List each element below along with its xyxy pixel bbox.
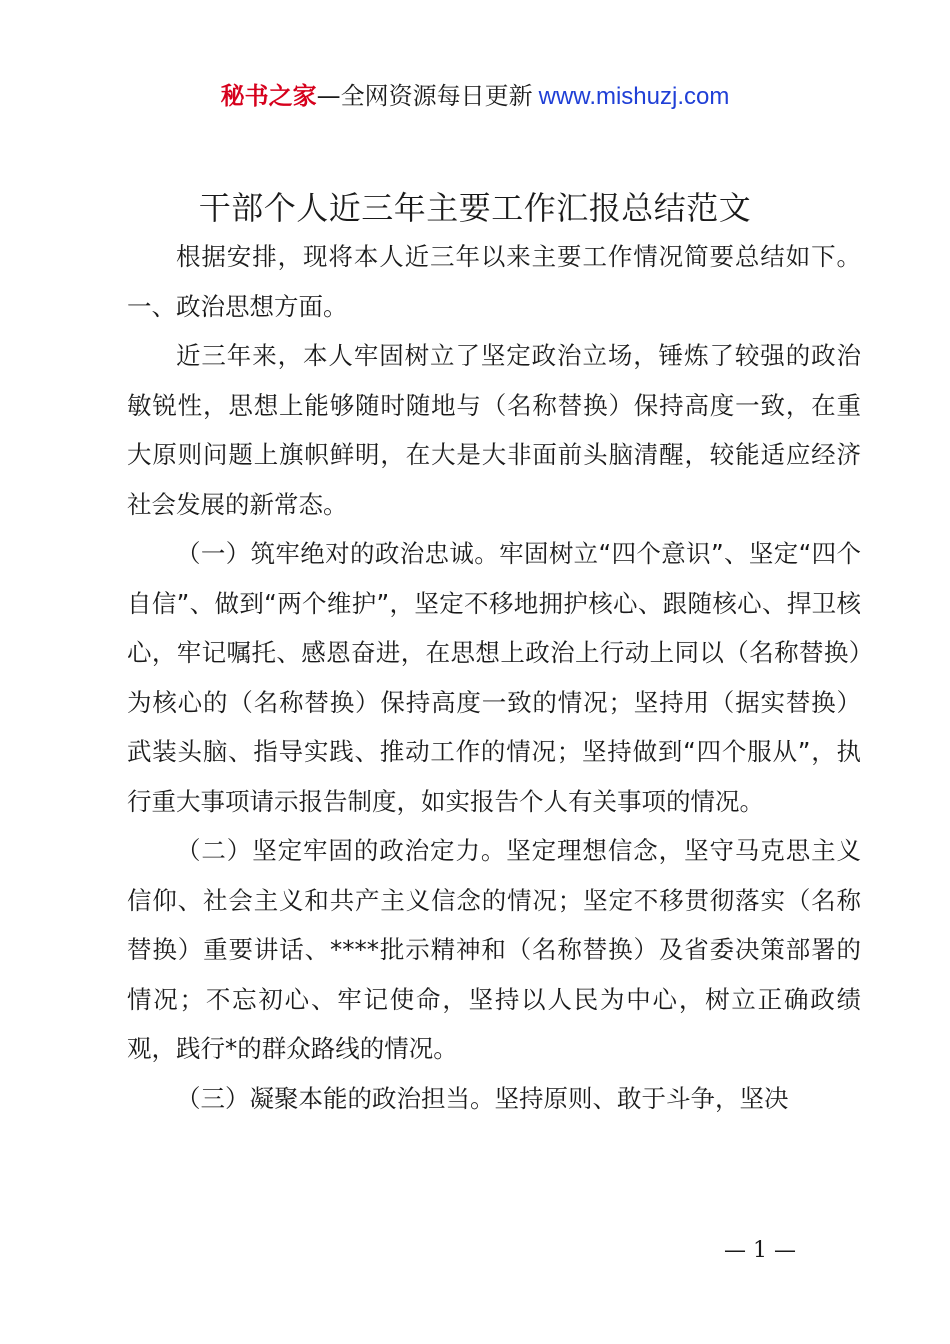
paragraph-section-2: （二）坚定牢固的政治定力。坚定理想信念，坚守马克思主义信仰、社会主义和共产主义信念的情况；坚定不移贯彻落实（名称替换）重要讲话、****批示精神和（名称替换）及省委决策部署的情况；不忘初心、牢记使命，坚持以人民为中心，树立正确政绩观，践行*的群众路线的情况。 bbox=[127, 836, 861, 1063]
paragraph-section-3: （三）凝聚本能的政治担当。坚持原则、敢于斗争，坚决 bbox=[176, 1083, 789, 1113]
site-header bbox=[0, 80, 950, 113]
document-title: 干部个人近三年主要工作汇报总结范文 bbox=[198, 189, 752, 227]
page-number: — 1 — bbox=[724, 1238, 796, 1263]
site-slogan: —全网资源每日更新 bbox=[316, 82, 533, 110]
brand-name: 秘书之家 bbox=[220, 82, 317, 110]
paragraph-intro: 根据安排，现将本人近三年以来主要工作情况简要总结如下。一、政治思想方面。 bbox=[127, 242, 861, 321]
paragraph-overview: 近三年来，本人牢固树立了坚定政治立场，锤炼了较强的政治敏锐性，思想上能够随时随地与（名称替换）保持高度一致，在重大原则问题上旗帜鲜明，在大是大非面前头脑清醒，较能适应经济社会发展的新常态。 bbox=[127, 341, 861, 519]
site-url-link[interactable]: www.mishuzj.com bbox=[538, 83, 730, 110]
paragraph-section-1: （一）筑牢绝对的政治忠诚。牢固树立“四个意识”、坚定“四个自信”、做到“两个维护”，坚定不移地拥护核心、跟随核心、捍卫核心，牢记嘱托、感恩奋进，在思想上政治上行动上同以（名称替换）为核心的（名称替换）保持高度一致的情况；坚持用（据实替换）武装头脑、指导实践、推动工作的情况；坚持做到“四个服从”，执行重大事项请示报告制度，如实报告个人有关事项的情况。 bbox=[127, 539, 861, 816]
document-body bbox=[127, 232, 861, 1123]
